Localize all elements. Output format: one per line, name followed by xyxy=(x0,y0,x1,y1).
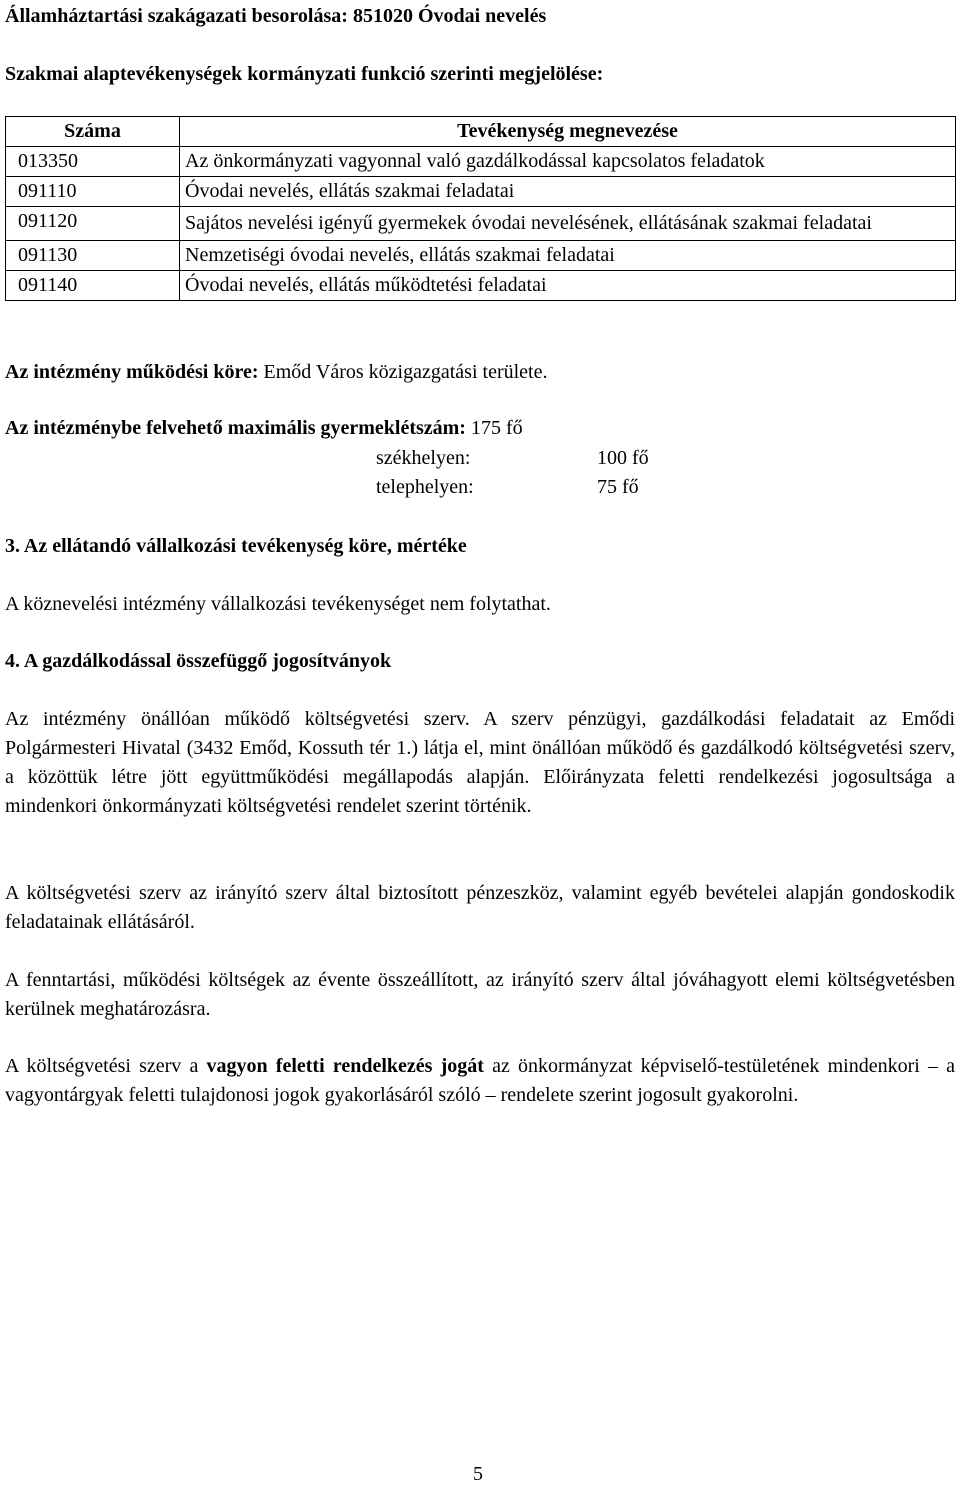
row-code: 091110 xyxy=(6,177,180,207)
paragraph-4-start: A költségvetési szerv a xyxy=(5,1055,199,1077)
page-number: 5 xyxy=(473,1463,483,1485)
scope-value: Emőd Város közigazgatási területe. xyxy=(263,361,548,383)
paragraph-4-bold: vagyon feletti rendelkezés jogát xyxy=(206,1055,484,1077)
section-3-text: A köznevelési intézmény vállalkozási tevékenységet nem folytathat. xyxy=(5,593,551,615)
table-row xyxy=(6,177,956,207)
paragraph-4-end: az önkormányzat képviselő-testületének mindenkori – a vagyontárgyak feletti tulajdonosi jogok gyakorlásáról szóló – rendelete szerint jogosult gyakorolni. xyxy=(5,1055,955,1106)
classification-line xyxy=(5,2,546,31)
scope-line xyxy=(5,358,547,387)
classification-value: 851020 Óvodai nevelés xyxy=(352,5,547,27)
row-code: 091140 xyxy=(6,271,180,301)
row-name: Sajátos nevelési igényű gyermekek óvodai nevelésének, ellátásának szakmai feladatai xyxy=(180,207,956,241)
section-4-heading: 4. A gazdálkodással összefüggő jogosítványok xyxy=(5,650,392,672)
table-header-row xyxy=(6,117,956,147)
capacity-label: Az intézménybe felvehető maximális gyermeklétszám: xyxy=(5,417,466,439)
row-name: Óvodai nevelés, ellátás működtetési feladatai xyxy=(180,271,956,301)
row-code: 013350 xyxy=(6,147,180,177)
row-name: Az önkormányzati vagyonnal való gazdálkodással kapcsolatos feladatok xyxy=(180,147,956,177)
site-name: székhelyen: xyxy=(376,447,471,469)
capacity-line xyxy=(5,414,523,443)
row-name: Nemzetiségi óvodai nevelés, ellátás szakmai feladatai xyxy=(180,241,956,271)
table-row xyxy=(6,271,956,301)
row-code: 091130 xyxy=(6,241,180,271)
scope-label: Az intézmény működési köre: xyxy=(5,361,259,383)
classification-label: Államháztartási szakágazati besorolása: xyxy=(5,5,348,27)
section-4-paragraph-3: A fenntartási, működési költségek az évente összeállított, az irányító szerv által jóváhagyott elemi költségvetésben kerülnek meghatározásra. xyxy=(5,969,955,1020)
capacity-total: 175 fő xyxy=(470,417,523,439)
section-4-paragraph-1: Az intézmény önállóan működő költségvetési szerv. A szerv pénzügyi, gazdálkodási feladatait az Emődi Polgármesteri Hivatal (3432 Emőd, Kossuth tér 1.) látja el, mint önállóan működő és gazdálkodó költségvetési szerv, a közöttük létre jött együttműködési megállapodás alapján. Előirányzata feletti rendelkezési jogosultsága a mindenkori önkormányzati költségvetési rendelet szerint történik. xyxy=(5,708,955,817)
capacity-site-row xyxy=(376,444,470,473)
section-3-heading: 3. Az ellátandó vállalkozási tevékenység köre, mértéke xyxy=(5,535,467,557)
row-code: 091120 xyxy=(6,207,180,241)
site-name: telephelyen: xyxy=(376,476,474,498)
table-row xyxy=(6,207,956,241)
functions-heading: Szakmai alaptevékenységek kormányzati funkció szerinti megjelölése: xyxy=(5,63,604,85)
capacity-site-value: 75 fő xyxy=(597,476,639,498)
section-4-paragraph-2: A költségvetési szerv az irányító szerv által biztosított pénzeszköz, valamint egyéb bevételei alapján gondoskodik feladatainak ellátásáról. xyxy=(5,882,955,933)
column-header-name: Tevékenység megnevezése xyxy=(180,117,956,147)
capacity-site-value: 100 fő xyxy=(597,447,649,469)
section-4-paragraph-4 xyxy=(5,1052,955,1110)
table-row xyxy=(6,241,956,271)
functions-table xyxy=(5,116,956,301)
capacity-site-row xyxy=(376,473,474,502)
table-row xyxy=(6,147,956,177)
column-header-code: Száma xyxy=(6,117,180,147)
row-name: Óvodai nevelés, ellátás szakmai feladatai xyxy=(180,177,956,207)
